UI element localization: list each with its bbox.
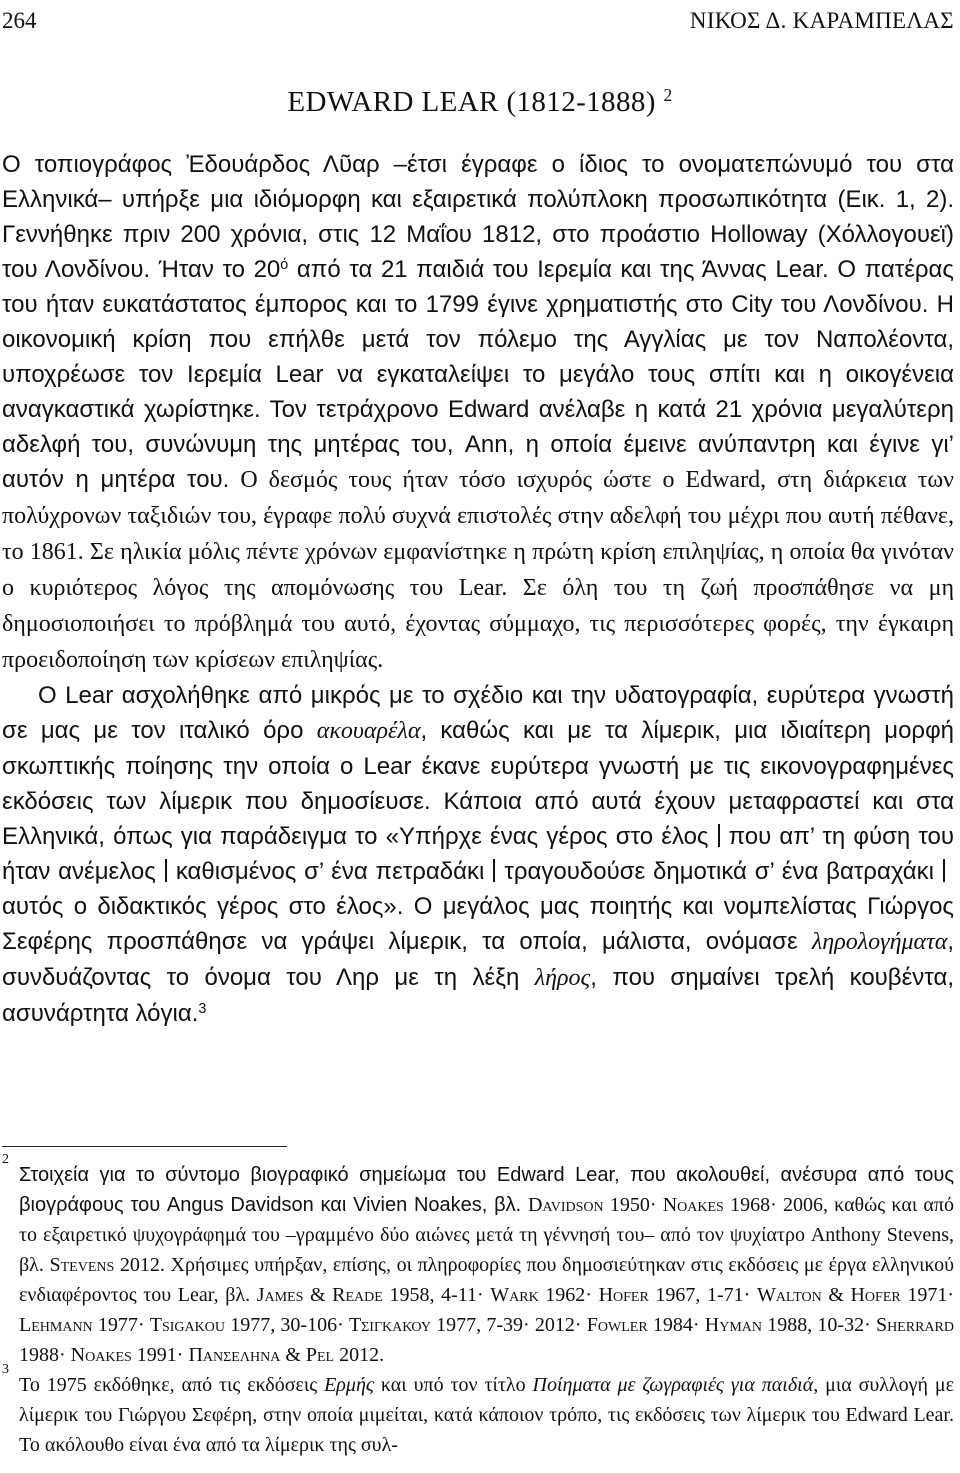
section-title xyxy=(0,82,960,122)
paragraph-2-part-5: , που σημαίνει τρελή κουβέντα, ασυνάρτητα λόγια. xyxy=(2,964,954,1027)
citation-author: Hofer xyxy=(598,1284,649,1306)
footnote-2-text: 2012. Χρήσιμες υπήρξαν, επίσης, οι πληροφορίες που δημοσιεύτηκαν στις εκδόσεις με έργα ελληνικού ενδιαφέροντος του Lear, βλ. xyxy=(19,1254,955,1306)
verse-separator xyxy=(165,859,167,882)
citation-author: Stevens xyxy=(49,1254,115,1276)
citation-author: Sherrard xyxy=(875,1314,954,1336)
verse-separator xyxy=(493,859,495,882)
citation-author: Fowler xyxy=(586,1314,648,1336)
paragraph-1 xyxy=(2,147,954,678)
paragraph-2-part-4: , συνδυάζοντας το όνομα του Ληρ με τη λέξη xyxy=(2,928,954,991)
footnote-3-text: , μια συλλογή με λίμερικ του Γιώργου Σεφέρη, στην οποία μιμείται, κατά κάποιον τρόπο, τις εκδόσεις των λίμερικ του Edward Lear. Το ακόλουθο είναι ένα από τα λίμερικ της συλ- xyxy=(19,1374,954,1456)
paragraph-1-part-3: Ο δεσμός τους ήταν τόσο ισχυρός ώστε ο Edward, στη διάρκεια των πολύχρονων ταξιδιών του, έγραφε πολύ συχνά επιστολές στην αδελφή του μέχρι που αυτή πέθανε, το 1861. Σε ηλικία μόλις πέντε χρόνων εμφανίστηκε η πρώτη κρίση επιληψίας, η οποία θα γινόταν ο κυριότερος λόγος της απομόνωσης του Lear. Σε όλη του τη ζωή προσπάθησε να μη δημοσιοποιήσει το πρόβλημά του αυτό, έχοντας σύμμαχο, τις περισσότερες φορές, την έγκαιρη προειδοποίηση των κρίσεων επιληψίας. xyxy=(2,467,955,673)
paragraph-2-part-2: , καθώς και με τα λίμερικ, μια ιδιαίτερη μορφή σκωπτικής ποίησης την οποία ο Lear έκανε ευρύτερα γνωστή με τις εικονογραφημένες εκδόσεις των λίμερικ που δημοσίευσε. Κάποια από αυτά έχουν μεταφραστεί και στα Ελληνικά, όπως για παράδειγμα το «Υπήρχε ένας γέρος στο έλος xyxy=(2,717,954,850)
citation-year: 1971· xyxy=(900,1284,954,1306)
paragraph-2-verse-4: τραγουδούσε δημοτικά σ’ ένα βατραχάκι xyxy=(504,858,934,885)
citation-author: Πανσεληνα & Pel xyxy=(188,1344,335,1366)
verse-separator xyxy=(943,859,945,882)
footnote-ref-2[interactable]: 2 xyxy=(663,85,673,106)
ordinal-superscript: ό xyxy=(280,257,289,274)
book-title: Ποίηματα με ζωγραφιές για παιδιά xyxy=(532,1374,814,1396)
citation-author: Lehmann xyxy=(19,1314,93,1336)
paragraph-1-part-1: Ο τοπιογράφος Ἐδουάρδος Λῦαρ –έτσι έγραφε ο ίδιος το ονοματεπώνυμό του στα Ελληνικά– υπήρξε μια ιδιόμορφη και εξαιρετικά πολύπλοκη προσωπικότητα (Εικ. 1, 2). Γεννήθηκε πριν 200 χρόνια, στις 12 Μαΐου 1812, στο προάστιο Holloway (Χόλλογουεϊ) του Λονδίνου. Ήταν το 20 xyxy=(2,151,954,283)
footnote-2-mark: 2 xyxy=(2,1152,9,1167)
footnote-3-text: και υπό τον τίτλο xyxy=(374,1374,533,1396)
footnote-2-text: Στοιχεία για το σύντομο βιογραφικό σημείωμα του Edward Lear, που ακολουθεί, ανέσυρα από τους βιογράφους του Angus Davidson και Vivien Noakes, βλ. xyxy=(19,1164,954,1216)
citation-year: 1958, 4-11· xyxy=(382,1284,491,1306)
citation-author: Τσιγκακου xyxy=(348,1314,431,1336)
term-lirologimata: ληρολογήματα xyxy=(811,929,948,955)
footnote-3-mark: 3 xyxy=(2,1362,9,1377)
term-akouarela: ακουαρέλα xyxy=(316,718,421,744)
footnote-rule xyxy=(2,1146,287,1147)
citation-author: Walton & Hofer xyxy=(756,1284,901,1306)
citation-year: 1984· xyxy=(647,1314,705,1336)
running-head: ΝΙΚΟΣ Δ. ΚΑΡΑΜΠΕΛΑΣ xyxy=(689,8,954,33)
citation-year: 1950· xyxy=(603,1194,663,1216)
citation-author: James & Reade xyxy=(256,1284,383,1306)
paragraph-2-verse-2: που απ’ τη φύση του ήταν ανέμελος xyxy=(2,823,954,885)
section-title-text: EDWARD LEAR (1812-1888) xyxy=(287,86,656,118)
citation-year: 1962· xyxy=(538,1284,599,1306)
page-number: 264 xyxy=(2,8,37,33)
citation-author: Noakes xyxy=(70,1344,132,1366)
paragraph-2-part-3: αυτός ο διδακτικός γέρος στο έλος». Ο μεγάλος μας ποιητής και νομπελίστας Γιώργος Σεφέρης προσπάθησε να γράψει λίμερικ, τα οποία, μάλιστα, ονόμασε xyxy=(2,893,954,955)
citation-year: 1977· xyxy=(92,1314,150,1336)
footnote-ref-3[interactable]: 3 xyxy=(198,1001,207,1018)
citation-year: 1991· xyxy=(131,1344,189,1366)
citation-year: 1977, 7-39· 2012· xyxy=(430,1314,587,1336)
citation-year: 2012. xyxy=(334,1344,385,1366)
publisher-name: Ερμής xyxy=(324,1374,374,1396)
citation-author: Tsigakou xyxy=(149,1314,225,1336)
citation-author: Wark xyxy=(490,1284,539,1306)
paragraph-2-part-1: Ο Lear ασχολήθηκε από μικρός με το σχέδιο και την υδατογραφία, ευρύτερα γνωστή σε μας με τον ιταλικό όρο xyxy=(2,682,954,744)
paragraph-1-part-2: από τα 21 παιδιά του Ιερεμία και της Άννας Lear. Ο πατέρας του ήταν ευκατάστατος έμπορος και το 1799 έγινε χρηματιστής στο City του Λονδίνου. Η οικονομική κρίση που επήλθε μετά τον πόλεμο της Αγγλίας με τον Ναπολέοντα, υποχρέωσε τον Ιερεμία Lear να εγκαταλείψει το μεγάλο τους σπίτι και η οικογένεια αναγκαστικά χωρίστηκε. Τον τετράχρονο Edward ανέλαβε η κατά 21 χρόνια μεγαλύτερη αδελφή του, συνώνυμη της μητέρας του, Ann, η οποία έμεινε ανύπαντρη και έγινε γι’ αυτόν η μητέρα του. xyxy=(2,256,954,493)
footnote-2 xyxy=(2,1152,955,1370)
paragraph-2 xyxy=(2,678,954,1031)
citation-year: 1988, 10-32· xyxy=(762,1314,876,1336)
footnotes xyxy=(2,1152,955,1460)
footnote-3 xyxy=(2,1362,954,1460)
footnote-2-text: 1968· 2006, καθώς και από το εξαιρετικό ψυχογράφημά του –γραμμένο δύο αιώνες μετά τη γέννησή του– από τον ψυχίατρο Anthony Stevens, βλ. xyxy=(19,1194,954,1276)
body-text xyxy=(2,147,954,1031)
paragraph-2-verse-3: καθισμένος σ’ ένα πετραδάκι xyxy=(175,858,485,885)
term-liros: λήρος xyxy=(534,965,591,991)
citation-year: 1967, 1-71· xyxy=(648,1284,757,1306)
citation-author: Hyman xyxy=(704,1314,762,1336)
citation-year: 1977, 30-106· xyxy=(224,1314,349,1336)
citation-author: Davidson xyxy=(527,1194,604,1216)
verse-separator xyxy=(718,824,720,847)
footnote-3-text: Το 1975 εκδόθηκε, από τις εκδόσεις xyxy=(19,1374,325,1396)
citation-author: Noakes xyxy=(662,1194,724,1216)
page-header xyxy=(2,6,954,36)
citation-year: 1988· xyxy=(19,1344,71,1366)
